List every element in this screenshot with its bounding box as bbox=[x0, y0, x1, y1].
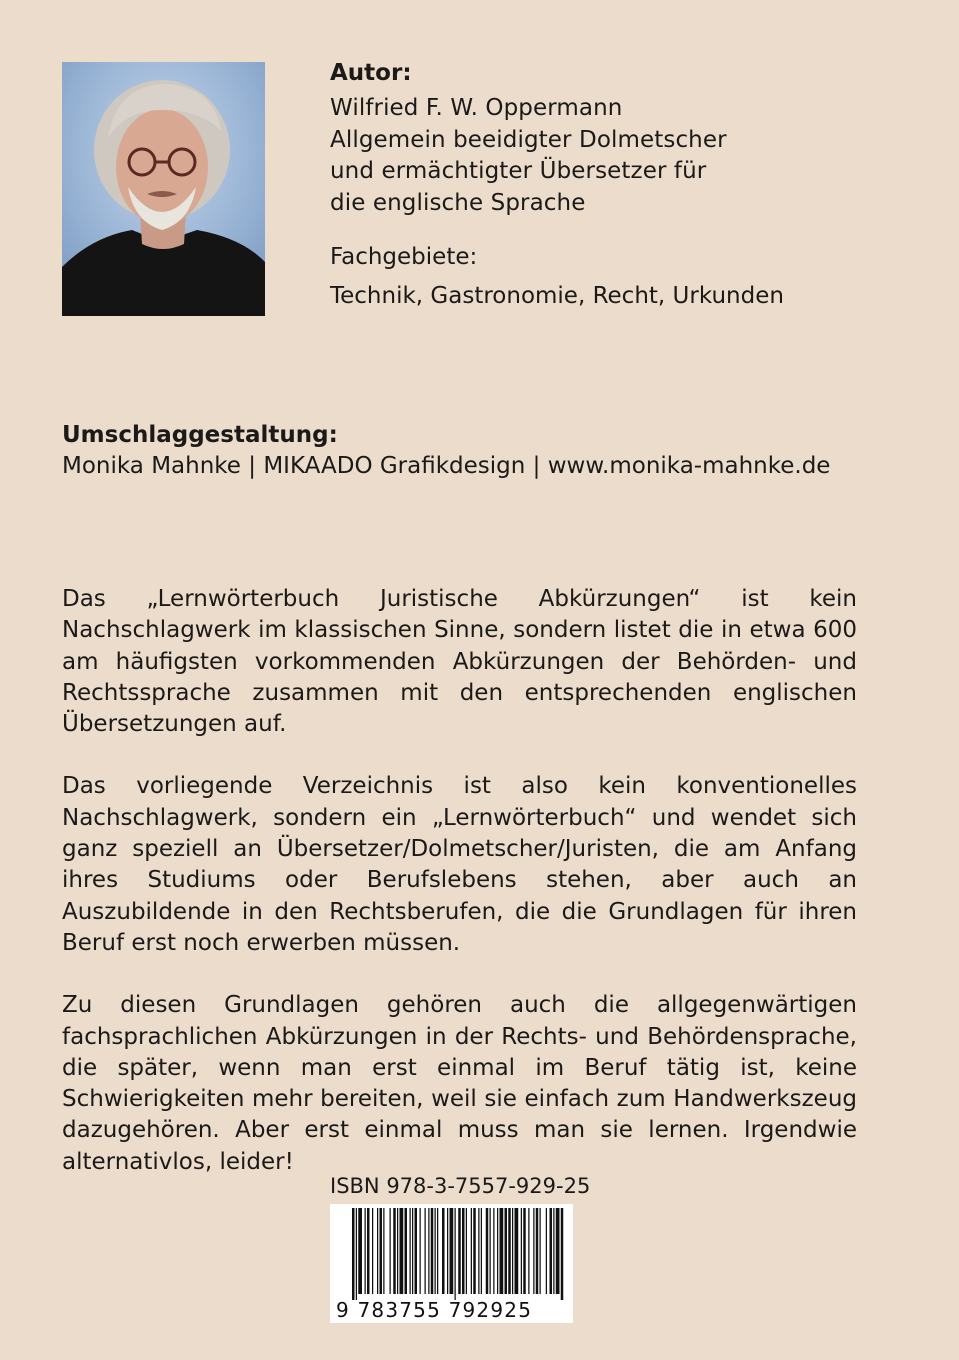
barcode-bar bbox=[500, 1208, 504, 1294]
fields-list: Technik, Gastronomie, Recht, Urkunden bbox=[330, 282, 784, 309]
barcode-bar bbox=[550, 1208, 553, 1294]
barcode-bar bbox=[442, 1208, 445, 1294]
barcode-bar bbox=[393, 1208, 396, 1294]
barcode-bar bbox=[553, 1208, 554, 1294]
cover-design-section bbox=[62, 420, 942, 482]
barcode-bar bbox=[356, 1208, 357, 1300]
barcode-bar bbox=[490, 1208, 491, 1294]
fields-heading: Fachgebiete: bbox=[330, 244, 478, 270]
barcode-bar bbox=[380, 1208, 383, 1294]
barcode-bar bbox=[466, 1208, 467, 1294]
barcode-bar bbox=[536, 1208, 539, 1294]
barcode-bar bbox=[533, 1208, 534, 1294]
barcode-bar bbox=[365, 1208, 366, 1294]
barcode-bar bbox=[515, 1208, 519, 1294]
barcode-bar bbox=[352, 1208, 355, 1300]
barcode-bar bbox=[415, 1208, 418, 1294]
blurb bbox=[62, 584, 857, 1209]
barcode-bar bbox=[523, 1208, 526, 1294]
barcode-bar bbox=[505, 1208, 508, 1294]
barcode-bar bbox=[473, 1208, 476, 1294]
barcode-bar bbox=[358, 1208, 362, 1294]
author-title-line: und ermächtigter Übersetzer für bbox=[330, 158, 707, 184]
barcode-bars bbox=[330, 1204, 573, 1300]
barcode-bar bbox=[420, 1208, 421, 1294]
author-title-line: die englische Sprache bbox=[330, 189, 586, 216]
barcode-bar bbox=[521, 1208, 522, 1294]
barcode-bar bbox=[390, 1208, 391, 1294]
barcode-bar bbox=[435, 1208, 436, 1294]
barcode-bar bbox=[462, 1208, 465, 1294]
barcode-bar bbox=[556, 1208, 560, 1294]
barcode-bar bbox=[561, 1208, 564, 1300]
barcode-bar bbox=[447, 1208, 448, 1294]
barcode-digits: 9 783755 792925 bbox=[336, 1298, 533, 1322]
barcode-bar bbox=[528, 1208, 529, 1294]
barcode-bar bbox=[383, 1208, 384, 1294]
barcode-bar bbox=[425, 1208, 426, 1294]
isbn-label: ISBN 978-3-7557-929-25 bbox=[330, 1174, 591, 1198]
barcode-bar bbox=[458, 1208, 461, 1294]
barcode-bar bbox=[450, 1208, 454, 1294]
blurb-paragraph: Das „Lernwörterbuch Juristische Abkürzungen“ ist kein Nachschlagwerk im klassischen Sinne, sondern listet die in etwa 600 am häufigsten vorkommenden Abkürzungen der Behörden- und Rechtssprache zusammen mit den entsprechenden englischen Übersetzungen auf. bbox=[62, 586, 857, 738]
barcode-bar bbox=[410, 1208, 411, 1294]
barcode-bar bbox=[546, 1208, 547, 1294]
author-name: Wilfried F. W. Oppermann bbox=[330, 95, 623, 121]
author-details bbox=[330, 93, 930, 219]
barcode-bar bbox=[412, 1208, 413, 1294]
barcode-bar bbox=[431, 1208, 434, 1294]
barcode-bar bbox=[478, 1208, 479, 1294]
cover-design-heading: Umschlaggestaltung: bbox=[62, 422, 338, 448]
barcode-bar bbox=[367, 1208, 370, 1294]
barcode-bar bbox=[497, 1208, 498, 1294]
cover-design-credit: Monika Mahnke | MIKAADO Grafikdesign | www.monika-mahnke.de bbox=[62, 453, 831, 479]
barcode-bar bbox=[428, 1208, 429, 1294]
barcode-bar bbox=[377, 1208, 378, 1294]
barcode-bar bbox=[493, 1208, 494, 1294]
barcode bbox=[330, 1204, 573, 1323]
author-photo bbox=[62, 62, 265, 316]
author-title-line: Allgemein beeidigter Dolmetscher bbox=[330, 126, 727, 153]
barcode-bar bbox=[481, 1208, 482, 1294]
barcode-bar bbox=[437, 1208, 438, 1294]
barcode-bar bbox=[512, 1208, 513, 1294]
blurb-paragraph: Zu diesen Grundlagen gehören auch die allgegenwärtigen fachsprachlichen Abkürzungen in der Rechts- und Behördensprache, die später, wenn man erst einmal im Beruf tätig ist, keine Schwierigkeiten mehr bereiten, weil sie einfach zum Handwerkszeug dazugehören. Aber erst einmal muss man sie lernen. Irgendwie alternativlos, leider! bbox=[62, 992, 857, 1175]
author-section bbox=[330, 58, 930, 312]
barcode-bar bbox=[508, 1208, 511, 1294]
blurb-paragraph: Das vorliegende Verzeichnis ist also kein konventionelles Nachschlagwerk, sondern ein „Lernwörterbuch“ und wendet sich ganz speziell an Übersetzer/Dolmetscher/Juristen, die am Anfang ihres Studiums oder Berufslebens stehen, aber auch an Auszubildende in den Rechtsberufen, die die Grundlagen für ihren Beruf erst noch erwerben müssen. bbox=[62, 773, 857, 956]
author-portrait-image bbox=[62, 62, 265, 316]
barcode-bar bbox=[372, 1208, 373, 1294]
barcode-bar bbox=[405, 1208, 408, 1294]
barcode-bar bbox=[486, 1208, 489, 1294]
barcode-bar bbox=[397, 1208, 398, 1294]
barcode-bar bbox=[455, 1208, 456, 1300]
barcode-bar bbox=[400, 1208, 404, 1294]
author-heading: Autor: bbox=[330, 60, 412, 86]
barcode-bar bbox=[540, 1208, 541, 1294]
barcode-bar bbox=[471, 1208, 472, 1294]
